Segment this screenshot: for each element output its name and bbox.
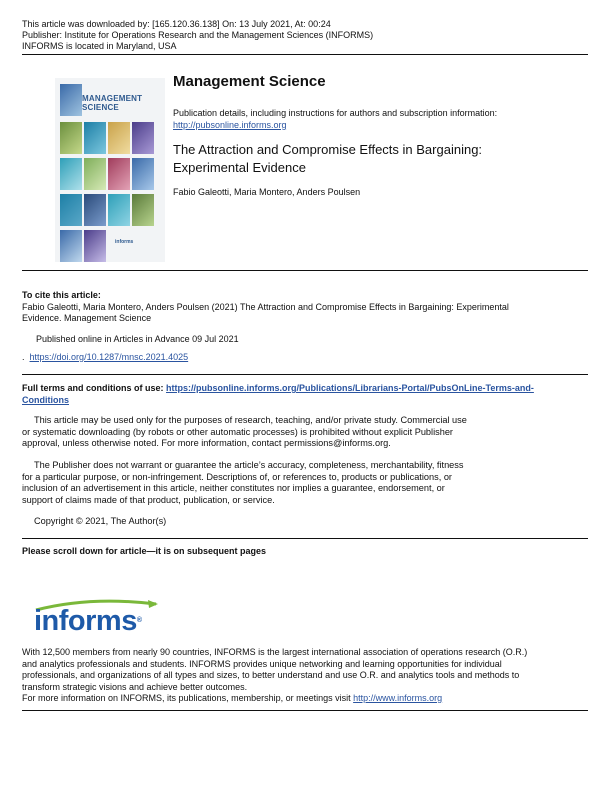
download-header <box>22 19 582 52</box>
scroll-notice: Please scroll down for article—it is on subsequent pages <box>22 546 267 556</box>
terms-block <box>22 383 592 406</box>
divider <box>22 54 588 55</box>
usage-paragraph: This article may be used only for the purposes of research, teaching, and/or private study. Commercial use or systematic downloading (by robots or other automatic processes) is prohibited without explicit Publisher approval, unless otherwise noted. For more information, contact permissions@informs.org. <box>22 415 467 448</box>
terms-link[interactable]: https://pubsonline.informs.org/Publications/Librarians-Portal/PubsOnLine-Terms-and- <box>166 383 534 393</box>
warranty-paragraph: The Publisher does not warrant or guarantee the article’s accuracy, completeness, merchantability, fitness for a particular purpose, or non-infringement. Descriptions of, or references to, products or publications, or inclusion of an advertisement in this article, neither constitutes nor implies a guarantee, endorsement, or support of claims made of that product, publication, or service. <box>22 460 464 505</box>
journal-cover-image <box>55 78 165 262</box>
informs-logo: informs® <box>30 598 160 638</box>
informs-about: With 12,500 members from nearly 90 countries, INFORMS is the largest international association of operations research (O.R.) and analytics professionals and students. INFORMS provides unique networking and learning opportunities for individual professionals, and organizations of all types and sizes, to better understand and use O.R. and analytics tools and methods to transform strategic visions and achieve better outcomes. For more information on INFORMS, its publications, membership, or meetings visit http://www.informs.org <box>22 647 528 703</box>
journal-link[interactable]: http://pubsonline.informs.org <box>173 119 287 130</box>
cover-title: MANAGEMENT SCIENCE <box>82 94 143 112</box>
informs-wordmark: informs <box>34 605 137 637</box>
citation-block: To cite this article: Fabio Galeotti, Maria Montero, Anders Poulsen (2021) The Attraction and Compromise Effects in Bargaining: Experimental Evidence. Management Science <box>22 290 592 325</box>
download-info: This article was downloaded by: [165.120.36.138] On: 13 July 2021, At: 00:24 <box>22 19 331 29</box>
terms-label: Full terms and conditions of use: <box>22 383 164 393</box>
cover-badge: informs <box>115 239 134 245</box>
divider <box>22 538 588 539</box>
journal-title: Management Science <box>173 73 326 90</box>
divider <box>22 374 588 375</box>
divider <box>22 710 588 711</box>
article-authors: Fabio Galeotti, Maria Montero, Anders Poulsen <box>173 187 361 197</box>
published-date: Published online in Articles in Advance 09 Jul 2021 <box>36 334 239 344</box>
location-info: INFORMS is located in Maryland, USA <box>22 41 177 51</box>
publisher-info: Publisher: Institute for Operations Research and the Management Sciences (INFORMS) <box>22 30 374 40</box>
citation-text: Fabio Galeotti, Maria Montero, Anders Poulsen (2021) The Attraction and Compromise Effects in Bargaining: Experimental <box>22 301 509 312</box>
divider <box>22 270 588 271</box>
terms-link-cont[interactable]: Conditions <box>22 394 69 405</box>
doi-link[interactable]: https://doi.org/10.1287/mnsc.2021.4025 <box>29 352 189 362</box>
publication-details: Publication details, including instructions for authors and subscription information: http://pubsonline.informs.org <box>173 108 498 130</box>
copyright-line: Copyright © 2021, The Author(s) <box>34 516 167 526</box>
article-title: The Attraction and Compromise Effects in Bargaining: Experimental Evidence <box>173 142 483 175</box>
citation-label: To cite this article: <box>22 290 101 300</box>
informs-website-link[interactable]: http://www.informs.org <box>353 693 443 703</box>
doi-line: . https://doi.org/10.1287/mnsc.2021.4025 <box>22 352 189 362</box>
